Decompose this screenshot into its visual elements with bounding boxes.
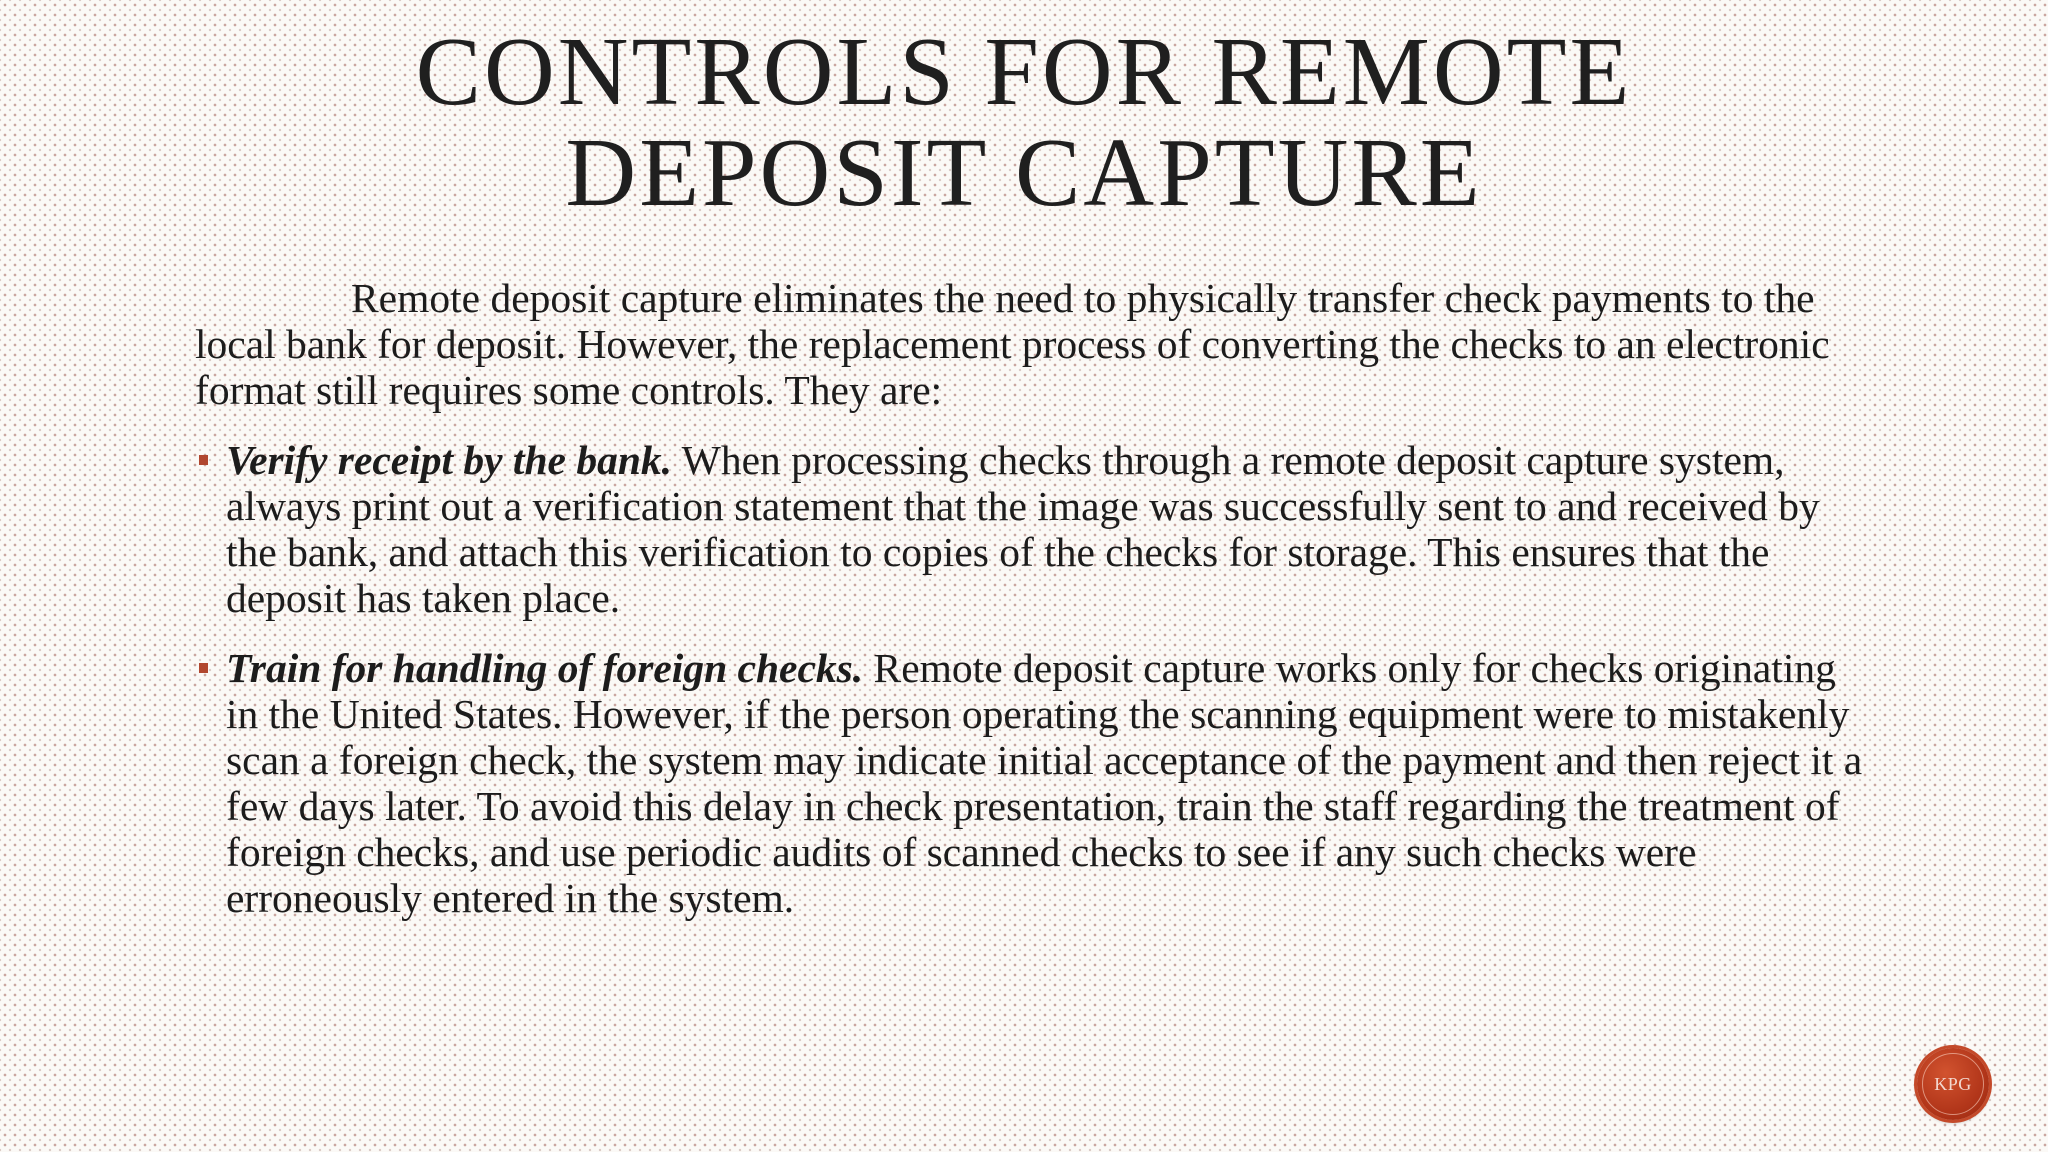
- bullet-text: Remote deposit capture works only for checks originating in the United States. However, if the person operating the scanning equipment were to mistakenly scan a foreign check, the system may indicate initial acceptance of the payment and then reject it a few days later. To avoid this delay in check presentation, train the staff regarding the treatment of foreign checks, and use periodic audits of scanned checks to see if any such checks were erroneously entered in the system.: [226, 645, 1863, 921]
- intro-paragraph: Remote deposit capture eliminates the need to physically transfer check payments to the local bank for deposit. However, the replacement process of converting the checks to an electronic format still requires some controls. They are:: [195, 275, 1830, 413]
- bullet-square-icon: [199, 455, 208, 465]
- title-line-1: CONTROLS FOR REMOTE: [415, 18, 1633, 126]
- logo-ring: [1922, 1053, 1984, 1115]
- bullet-heading: Train for handling of foreign checks.: [226, 645, 864, 691]
- bullet-square-icon: [199, 663, 208, 673]
- logo-text: KPG: [1934, 1073, 1972, 1094]
- bullet-item-verify-receipt: [195, 437, 1875, 621]
- bullet-text: When processing checks through a remote deposit capture system, always print out a verification statement that the image was successfully sent to and received by the bank, and attach this verification to copies of the checks for storage. This ensures that the deposit has taken place.: [226, 437, 1820, 621]
- title-line-2: DEPOSIT CAPTURE: [565, 119, 1483, 227]
- slide-body: [195, 275, 1875, 945]
- bullet-heading: Verify receipt by the bank.: [226, 437, 673, 483]
- bullet-item-foreign-checks: [195, 645, 1875, 921]
- bullet-list: [195, 437, 1875, 921]
- slide-title: [150, 18, 1898, 227]
- kpg-logo: [1917, 1048, 1989, 1120]
